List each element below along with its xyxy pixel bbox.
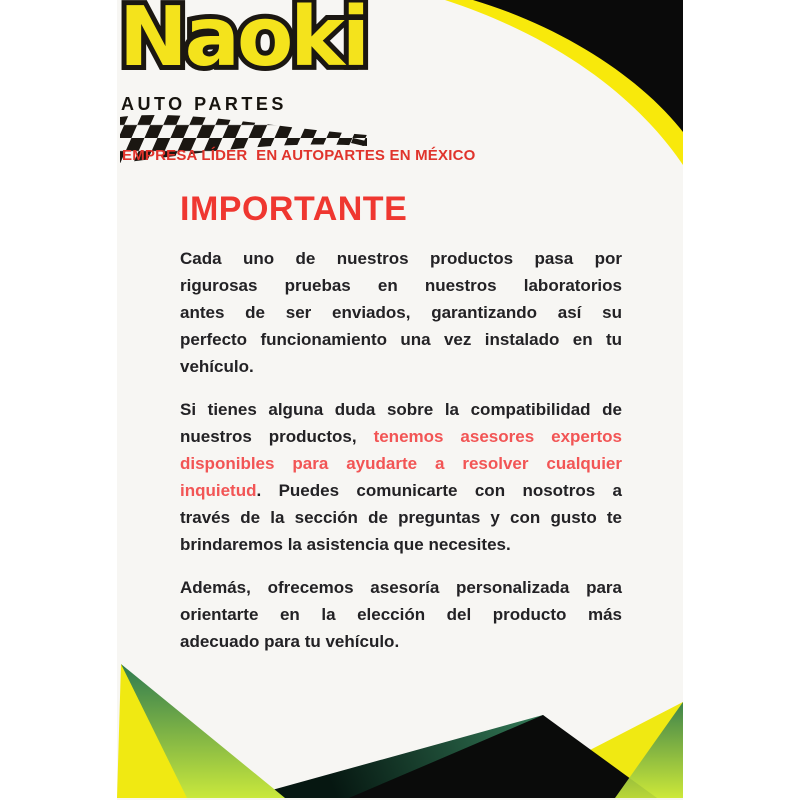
product-flyer-canvas [117,0,683,800]
text-line [180,396,622,423]
body-text: brindaremos la asistencia que necesites. [180,535,511,554]
text-line [180,450,622,477]
body-text: . Puedes comunicarte con nosotros a [256,481,622,500]
brand-logo-subtitle: AUTO PARTES [121,94,287,114]
top-right-corner-decoration [443,0,683,170]
text-line [180,574,622,601]
paragraph-advisory [180,574,622,655]
paragraph-quality [180,245,622,380]
highlighted-text: disponibles para ayudarte a resolver cualquier [180,454,622,473]
text-line [180,353,622,380]
body-text: antes de ser enviados, garantizando así su [180,303,622,322]
body-text: Cada uno de nuestros productos pasa por [180,249,622,268]
highlighted-text: tenemos asesores expertos [373,427,622,446]
text-line [180,477,622,504]
text-line [180,601,622,628]
body-text: orientarte en la elección del producto más [180,605,622,624]
brand-tagline: EMPRESA LÍDER EN AUTOPARTES EN MÉXICO [122,147,476,164]
bottom-decoration [117,658,683,798]
body-text: perfecto funcionamiento una vez instalado en tu [180,330,622,349]
body-text: nuestros productos, [180,427,374,446]
text-line [180,423,622,450]
body-text: rigurosas pruebas en nuestros laboratorios [180,276,622,295]
body-text: Si tienes alguna duda sobre la compatibilidad de [180,400,622,419]
highlighted-text: inquietud [180,481,257,500]
brand-logo-text: Naoki [119,0,367,85]
paragraph-compatibility [180,396,622,558]
body-text: vehículo. [180,357,254,376]
text-line [180,272,622,299]
text-line [180,326,622,353]
text-line [180,245,622,272]
text-line [180,504,622,531]
text-line [180,628,622,655]
body-text: adecuado para tu vehículo. [180,632,400,651]
body-text: través de la sección de preguntas y con gusto te [180,508,622,527]
body-text: Además, ofrecemos asesoría personalizada para [180,578,622,597]
text-line [180,299,622,326]
section-heading: IMPORTANTE [180,190,408,228]
text-line [180,531,622,558]
